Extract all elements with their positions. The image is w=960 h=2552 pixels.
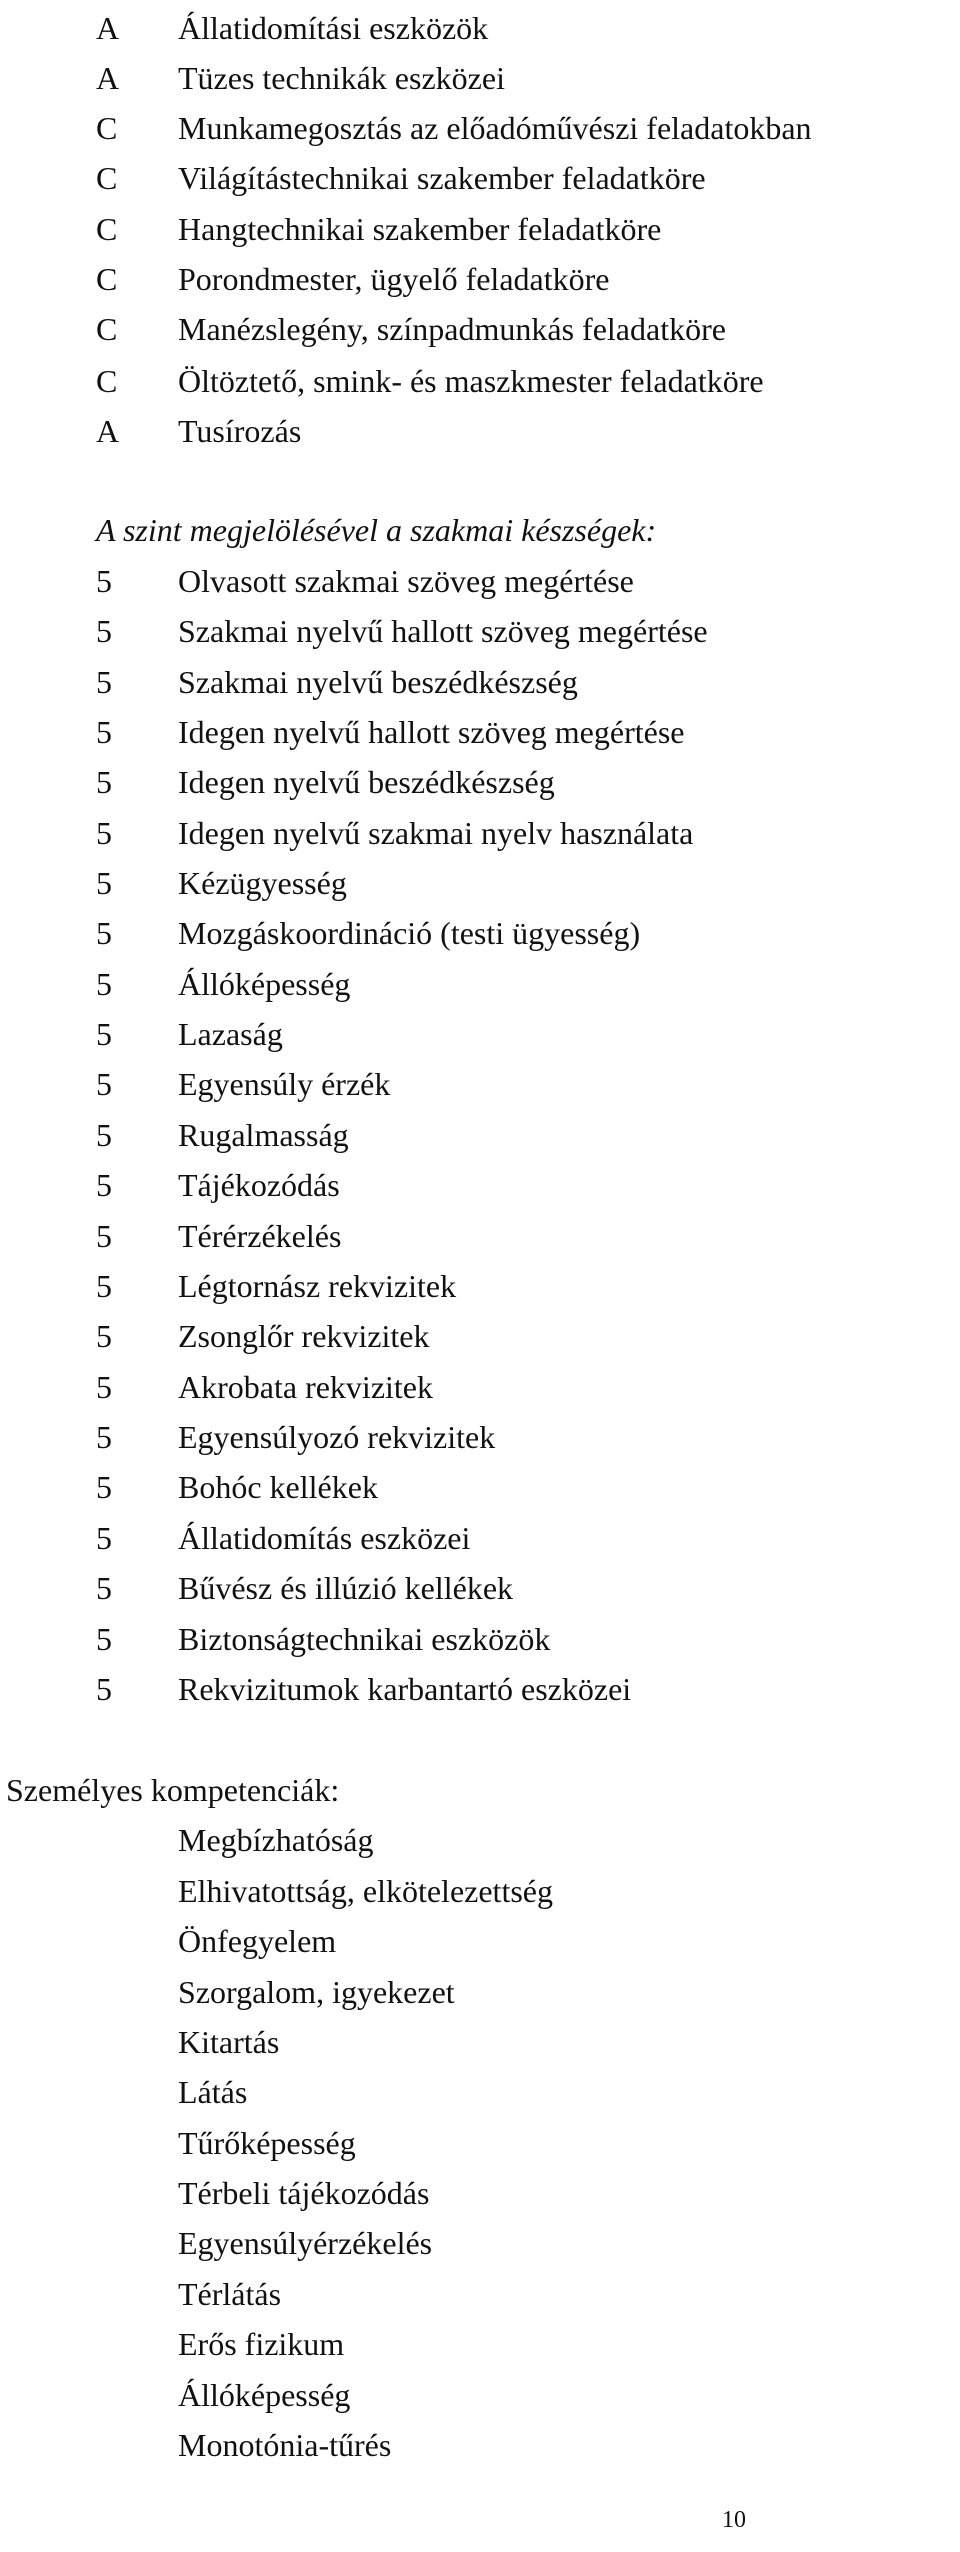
level-code: 5 <box>96 1520 112 1556</box>
level-code: 5 <box>96 1117 112 1153</box>
item-text: Légtornász rekvizitek <box>178 1268 457 1304</box>
item-text: Manézslegény, színpadmunkás feladatköre <box>178 311 726 347</box>
level-code: A <box>96 413 120 449</box>
item-text: Kitartás <box>178 2024 280 2060</box>
skills-heading: A szint megjelölésével a szakmai készségek: <box>96 512 657 548</box>
level-code: A <box>96 60 120 96</box>
level-code: C <box>96 110 118 146</box>
item-text: Biztonságtechnikai eszközök <box>178 1621 551 1657</box>
level-code: 5 <box>96 815 112 851</box>
item-text: Megbízhatóság <box>178 1822 374 1858</box>
item-text: Elhivatottság, elkötelezettség <box>178 1873 553 1909</box>
item-text: Tájékozódás <box>178 1167 340 1203</box>
item-text: Állóképesség <box>178 2377 351 2413</box>
level-code: 5 <box>96 613 112 649</box>
item-text: Állatidomítás eszközei <box>178 1520 471 1556</box>
item-text: Hangtechnikai szakember feladatköre <box>178 211 662 247</box>
item-text: Öltöztető, smink- és maszkmester feladatköre <box>178 363 764 399</box>
item-text: Monotónia-tűrés <box>178 2427 392 2463</box>
page-number: 10 <box>722 2507 746 2533</box>
item-text: Állóképesség <box>178 966 351 1002</box>
item-text: Szakmai nyelvű hallott szöveg megértése <box>178 613 708 649</box>
level-code: A <box>96 10 120 46</box>
item-text: Idegen nyelvű szakmai nyelv használata <box>178 815 694 851</box>
item-text: Rugalmasság <box>178 1117 349 1153</box>
level-code: 5 <box>96 966 112 1002</box>
item-text: Lazaság <box>178 1016 283 1052</box>
level-code: 5 <box>96 1318 112 1354</box>
level-code: 5 <box>96 714 112 750</box>
level-code: 5 <box>96 1419 112 1455</box>
item-text: Bohóc kellékek <box>178 1469 378 1505</box>
item-text: Látás <box>178 2074 248 2110</box>
item-text: Egyensúlyozó rekvizitek <box>178 1419 496 1455</box>
level-code: 5 <box>96 1218 112 1254</box>
item-text: Mozgáskoordináció (testi ügyesség) <box>178 915 641 951</box>
item-text: Rekvizitumok karbantartó eszközei <box>178 1671 632 1707</box>
level-code: C <box>96 211 118 247</box>
item-text: Világítástechnikai szakember feladatköre <box>178 160 706 196</box>
level-code: 5 <box>96 764 112 800</box>
item-text: Térlátás <box>178 2276 282 2312</box>
level-code: 5 <box>96 563 112 599</box>
item-text: Munkamegosztás az előadóművészi feladatokban <box>178 110 812 146</box>
item-text: Tűrőképesség <box>178 2125 356 2161</box>
personal-heading: Személyes kompetenciák: <box>6 1772 340 1808</box>
item-text: Bűvész és illúzió kellékek <box>178 1570 514 1606</box>
level-code: 5 <box>96 664 112 700</box>
item-text: Egyensúly érzék <box>178 1066 391 1102</box>
level-code: 5 <box>96 1671 112 1707</box>
level-code: 5 <box>96 1369 112 1405</box>
item-text: Tusírozás <box>178 413 302 449</box>
item-text: Egyensúlyérzékelés <box>178 2225 433 2261</box>
level-code: 5 <box>96 1066 112 1102</box>
item-text: Tüzes technikák eszközei <box>178 60 505 96</box>
item-text: Idegen nyelvű beszédkészség <box>178 764 555 800</box>
level-code: 5 <box>96 1469 112 1505</box>
item-text: Porondmester, ügyelő feladatköre <box>178 261 610 297</box>
level-code: 5 <box>96 1268 112 1304</box>
level-code: 5 <box>96 865 112 901</box>
level-code: 5 <box>96 1167 112 1203</box>
level-code: C <box>96 261 118 297</box>
item-text: Önfegyelem <box>178 1923 337 1959</box>
item-text: Zsonglőr rekvizitek <box>178 1318 430 1354</box>
level-code: 5 <box>96 1016 112 1052</box>
item-text: Térbeli tájékozódás <box>178 2175 430 2211</box>
item-text: Olvasott szakmai szöveg megértése <box>178 563 634 599</box>
level-code: 5 <box>96 1570 112 1606</box>
item-text: Szakmai nyelvű beszédkészség <box>178 664 578 700</box>
item-text: Kézügyesség <box>178 865 347 901</box>
level-code: C <box>96 363 118 399</box>
item-text: Akrobata rekvizitek <box>178 1369 433 1405</box>
item-text: Idegen nyelvű hallott szöveg megértése <box>178 714 685 750</box>
level-code: 5 <box>96 1621 112 1657</box>
item-text: Térérzékelés <box>178 1218 342 1254</box>
level-code: 5 <box>96 915 112 951</box>
item-text: Szorgalom, igyekezet <box>178 1974 455 2010</box>
level-code: C <box>96 160 118 196</box>
level-code: C <box>96 311 118 347</box>
item-text: Erős fizikum <box>178 2326 345 2362</box>
item-text: Állatidomítási eszközök <box>178 10 489 46</box>
